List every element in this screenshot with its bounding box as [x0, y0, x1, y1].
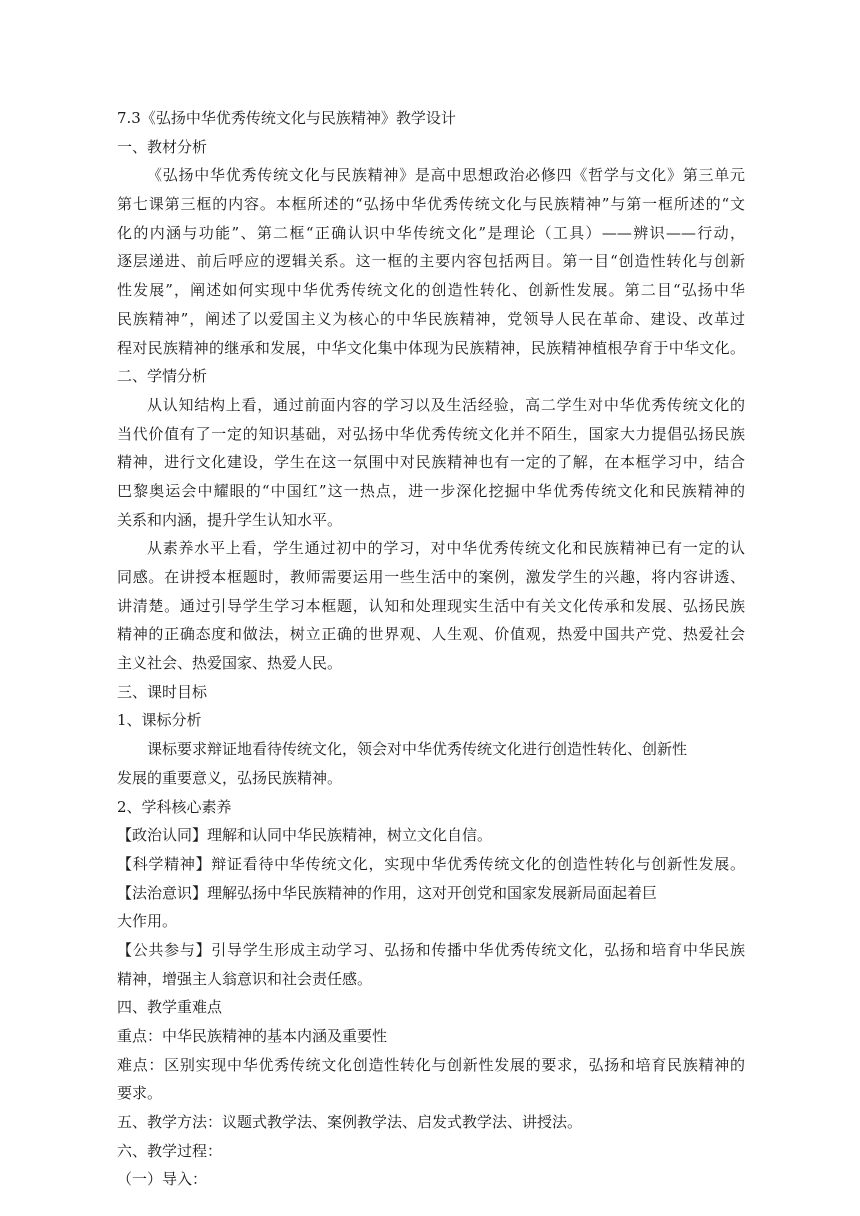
paragraph-line: 化的内涵与功能”、第二框“正确认识中华传统文化”是理论（工具）——辨识——行动，	[117, 223, 745, 242]
paragraph-line: 关系和内涵，提升学生认知水平。	[117, 510, 343, 529]
section-heading: 三、课时目标	[117, 682, 208, 701]
paragraph-line: 课标要求辩证地看待传统文化，领会对中华优秀传统文化进行创造性转化、创新性	[147, 740, 688, 759]
paragraph-line: 民族精神”，阐述了以爱国主义为核心的中华民族精神，党领导人民在革命、建设、改革过	[117, 309, 745, 328]
section-heading: 一、教材分析	[117, 137, 208, 156]
paragraph-line: 巴黎奥运会中耀眼的“中国红”这一热点，进一步深化挖掘中华优秀传统文化和民族精神的	[117, 481, 745, 500]
paragraph-line: 程对民族精神的继承和发展，中华文化集中体现为民族精神，民族精神植根孕育于中华文化。	[117, 338, 745, 357]
paragraph-line: 发展的重要意义，弘扬民族精神。	[117, 768, 343, 787]
document-title: 7.3《弘扬中华优秀传统文化与民族精神》教学设计	[117, 109, 456, 127]
section-heading: 二、学情分析	[117, 367, 208, 386]
paragraph-line: 从素养水平上看，学生通过初中的学习，对中华优秀传统文化和民族精神已有一定的认	[147, 539, 745, 558]
section-heading: 五、教学方法：议题式教学法、案例教学法、启发式教学法、讲授法。	[117, 1113, 583, 1132]
literacy-item: 【科学精神】辩证看待中华传统文化，实现中华优秀传统文化的创造性转化与创新性发展。	[117, 854, 745, 873]
paragraph-line: 精神，进行文化建设，学生在这一氛围中对民族精神也有一定的了解，在本框学习中，结合	[117, 453, 745, 472]
paragraph-line: 同感。在讲授本框题时，教师需要运用一些生活中的案例，激发学生的兴趣，将内容讲透、	[117, 568, 745, 586]
subsection-heading: （一）导入：	[117, 1170, 208, 1189]
document-page	[117, 104, 745, 1194]
literacy-item: 大作用。	[117, 912, 178, 931]
paragraph-line: 主义社会、热爱国家、热爱人民。	[117, 654, 343, 673]
paragraph-line: 当代价值有了一定的知识基础，对弘扬中华优秀传统文化并不陌生，国家大力提倡弘扬民族	[117, 424, 745, 443]
literacy-item: 【公共参与】引导学生形成主动学习、弘扬和传播中华优秀传统文化，弘扬和培育中华民族	[117, 940, 745, 959]
paragraph-line: 精神的正确态度和做法，树立正确的世界观、人生观、价值观，热爱中国共产党、热爱社会	[117, 625, 745, 644]
paragraph-line: 逐层递进、前后呼应的逻辑关系。这一框的主要内容包括两目。第一目“创造性转化与创新	[117, 252, 745, 271]
key-point: 重点：中华民族精神的基本内涵及重要性	[117, 1027, 388, 1045]
subsection-heading: 1、课标分析	[117, 711, 202, 730]
paragraph-line: 讲清楚。通过引导学生学习本框题，认知和处理现实生活中有关文化传承和发展、弘扬民族	[117, 596, 745, 615]
paragraph-line: 性发展”，阐述如何实现中华优秀传统文化的创造性转化、创新性发展。第二目“弘扬中华	[117, 281, 745, 300]
literacy-item: 【法治意识】理解弘扬中华民族精神的作用，这对开创党和国家发展新局面起着巨	[117, 883, 658, 902]
paragraph-line: 第七课第三框的内容。本框所述的“弘扬中华优秀传统文化与民族精神”与第一框所述的“文	[117, 195, 745, 214]
literacy-item: 精神，增强主人翁意识和社会责任感。	[117, 969, 373, 988]
difficulty-point: 要求。	[117, 1084, 163, 1103]
paragraph-line: 从认知结构上看，通过前面内容的学习以及生活经验，高二学生对中华优秀传统文化的	[147, 395, 745, 414]
difficulty-point: 难点：区别实现中华优秀传统文化创造性转化与创新性发展的要求，弘扬和培育民族精神的	[117, 1055, 745, 1074]
section-heading: 六、教学过程：	[117, 1141, 223, 1160]
paragraph-line: 《弘扬中华优秀传统文化与民族精神》是高中思想政治必修四《哲学与文化》第三单元	[147, 166, 745, 185]
subsection-heading: 2、学科核心素养	[117, 797, 232, 816]
literacy-item: 【政治认同】理解和认同中华民族精神，树立文化自信。	[117, 826, 493, 845]
section-heading: 四、教学重难点	[117, 998, 223, 1017]
